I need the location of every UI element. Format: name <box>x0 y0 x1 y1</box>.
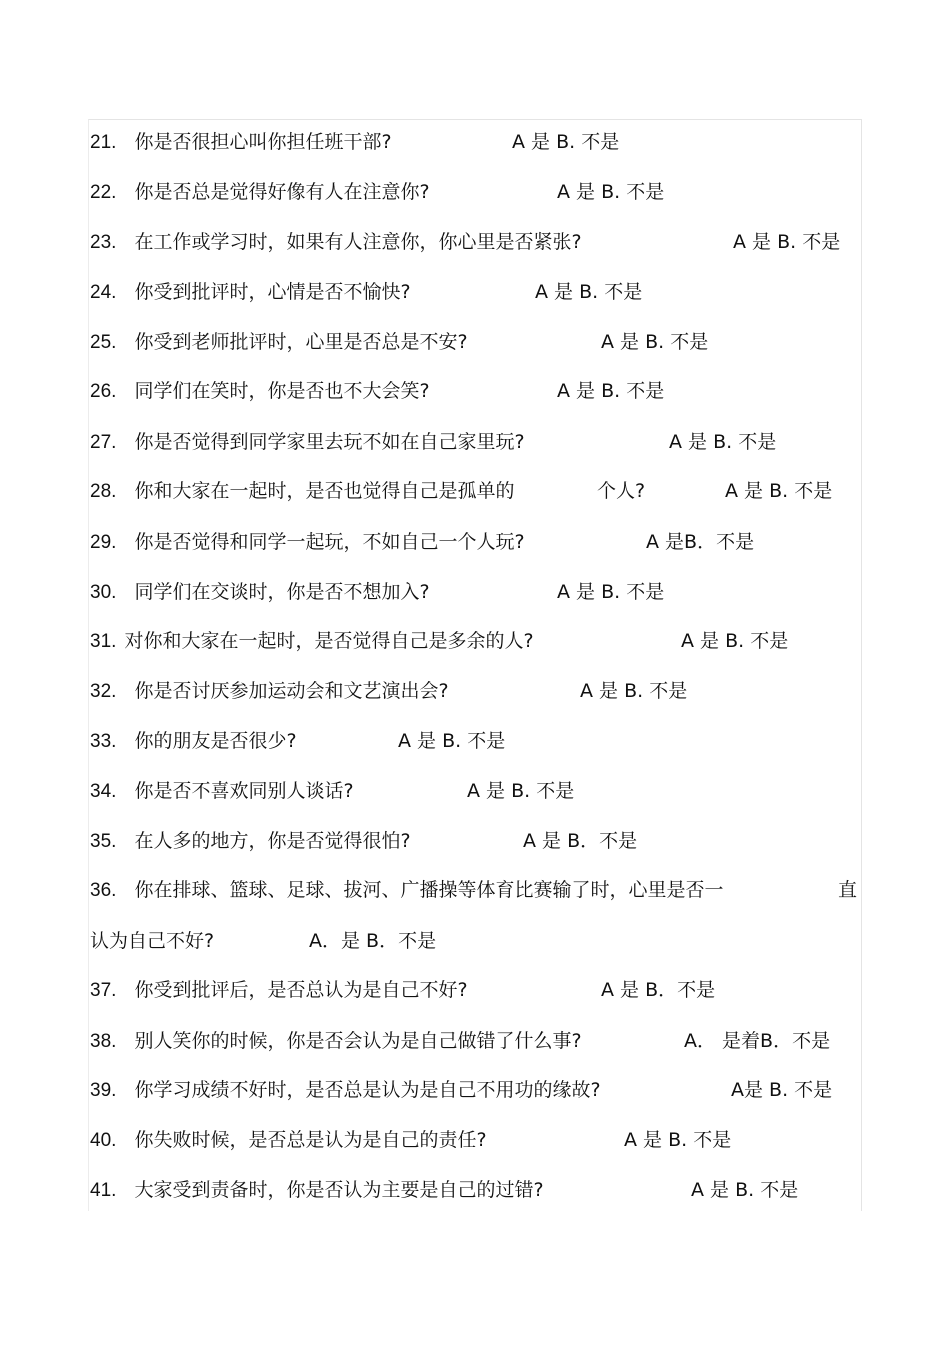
question-number: 36. <box>90 880 117 901</box>
question-text: 在人多的地方，你是否觉得很怕? <box>134 830 411 852</box>
answer-options: A 是 B. 不是 <box>691 1179 799 1201</box>
answer-options: A 是 B. 不是 <box>601 331 709 353</box>
question-number: 40. <box>90 1130 117 1151</box>
question-text: 同学们在交谈时，你是否不想加入? <box>134 581 430 603</box>
question-number: 41. <box>90 1180 117 1201</box>
question-text: 你和大家在一起时，是否也觉得自己是孤单的 <box>134 480 515 502</box>
question-number: 26. <box>90 381 117 402</box>
answer-options: A 是 B. 不是 <box>669 431 777 453</box>
question-text: 你是否很担心叫你担任班干部? <box>134 131 392 153</box>
answer-options: A 是 B. 不是 <box>580 680 688 702</box>
question-item <box>90 529 525 556</box>
question-item <box>90 279 411 306</box>
question-item <box>90 778 354 805</box>
question-item <box>90 129 392 156</box>
question-number: 23. <box>90 232 117 253</box>
question-text: 你是否觉得到同学家里去玩不如在自己家里玩? <box>134 431 525 453</box>
question-number: 34. <box>90 781 117 802</box>
answer-options: A 是 B. 不是 <box>467 780 575 802</box>
question-text: 你是否总是觉得好像有人在注意你? <box>134 181 430 203</box>
question-text: 你受到批评时，心情是否不愉快? <box>134 281 411 303</box>
question-item <box>90 179 430 206</box>
answer-options: A 是 B. 不是 <box>725 480 833 502</box>
question-item <box>90 229 582 256</box>
question-text: 你是否觉得和同学一起玩，不如自己一个人玩? <box>134 531 525 553</box>
answer-options: A 是 B. 不是 <box>624 1129 732 1151</box>
answer-options: A 是 B. 不是 <box>681 630 789 652</box>
question-item <box>90 877 723 904</box>
question-number: 33. <box>90 731 117 752</box>
question-number: 25. <box>90 332 117 353</box>
question-item <box>90 429 525 456</box>
question-item <box>90 678 449 705</box>
question-text: 在工作或学习时，如果有人注意你，你心里是否紧张? <box>134 231 582 253</box>
question-text: 认为自己不好? <box>90 930 215 952</box>
question-item <box>90 329 468 356</box>
question-number: 39. <box>90 1080 117 1101</box>
question-item <box>90 579 430 606</box>
question-text: 你学习成绩不好时，是否总是认为是自己不用功的缘故? <box>134 1079 601 1101</box>
answer-options: A 是B．不是 <box>646 531 755 553</box>
question-text: 对你和大家在一起时，是否觉得自己是多余的人? <box>124 630 534 652</box>
question-number: 27. <box>90 432 117 453</box>
question-text: 同学们在笑时，你是否也不大会笑? <box>134 380 430 402</box>
question-item <box>90 478 514 505</box>
question-item <box>90 1028 582 1055</box>
question-number: 32. <box>90 681 117 702</box>
answer-options: A 是 B. 不是 <box>535 281 643 303</box>
question-number: 30. <box>90 582 117 603</box>
question-item <box>90 378 430 405</box>
question-number: 37. <box>90 980 117 1001</box>
answer-options: A 是 B. 不是 <box>398 730 506 752</box>
question-number: 29. <box>90 532 117 553</box>
question-item <box>90 628 534 655</box>
question-number: 35. <box>90 831 117 852</box>
answer-options: A 是 B. 不是 <box>557 181 665 203</box>
question-item <box>90 828 411 855</box>
answer-options: A 是 B. 不是 <box>512 131 620 153</box>
question-text: 你是否不喜欢同别人谈话? <box>134 780 354 802</box>
question-text: 你的朋友是否很少? <box>134 730 297 752</box>
question-item <box>90 728 297 755</box>
question-text: 你在排球、篮球、足球、拔河、广播操等体育比赛输了时，心里是否一 <box>134 879 724 901</box>
question-text-continued: 个人? <box>597 480 646 502</box>
question-text: 大家受到责备时，你是否认为主要是自己的过错? <box>134 1179 544 1201</box>
question-text: 你受到批评后，是否总认为是自己不好? <box>134 979 468 1001</box>
answer-options: A． 是着B．不是 <box>684 1030 831 1052</box>
answer-options: A是 B. 不是 <box>731 1079 833 1101</box>
question-number: 31. <box>90 631 117 652</box>
question-item <box>90 928 214 954</box>
question-number: 22. <box>90 182 117 203</box>
question-number: 28. <box>90 481 117 502</box>
question-text: 你受到老师批评时，心里是否总是不安? <box>134 331 468 353</box>
answer-options: A 是 B．不是 <box>601 979 716 1001</box>
question-number: 21. <box>90 132 117 153</box>
answer-options: A 是 B. 不是 <box>733 231 841 253</box>
question-text: 别人笑你的时候，你是否会认为是自己做错了什么事? <box>134 1030 582 1052</box>
question-text: 你失败时候，是否总是认为是自己的责任? <box>134 1129 487 1151</box>
question-item <box>90 977 468 1004</box>
answer-options: A 是 B. 不是 <box>557 380 665 402</box>
question-item <box>90 1177 544 1204</box>
question-item <box>90 1127 487 1154</box>
question-number: 24. <box>90 282 117 303</box>
question-number: 38. <box>90 1031 117 1052</box>
answer-options: A 是 B．不是 <box>523 830 638 852</box>
question-text-continued: 直 <box>838 879 858 901</box>
answer-options: A．是 B．不是 <box>309 930 437 952</box>
answer-options: A 是 B. 不是 <box>557 581 665 603</box>
question-item <box>90 1077 601 1104</box>
question-text: 你是否讨厌参加运动会和文艺演出会? <box>134 680 449 702</box>
